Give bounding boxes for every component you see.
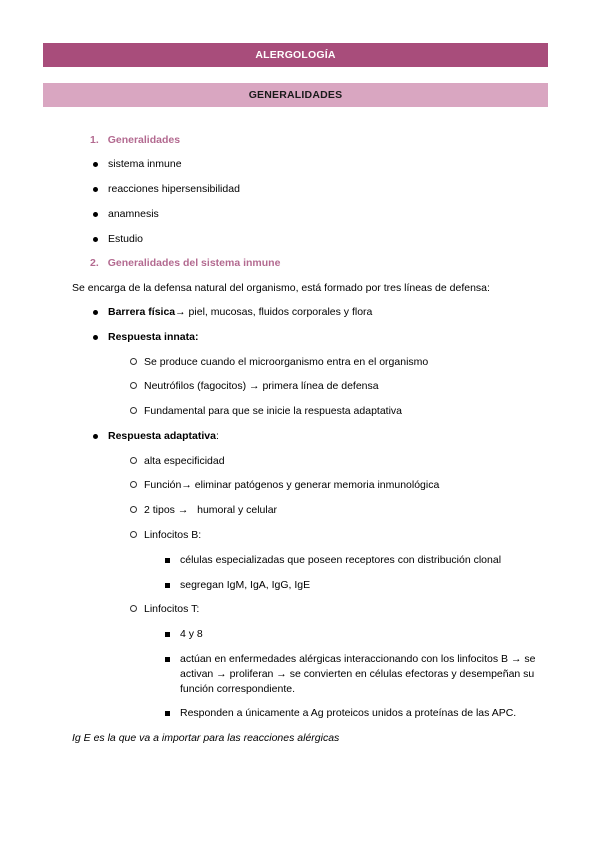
innata-label: Respuesta innata: bbox=[108, 331, 199, 343]
barrera-label: Barrera física bbox=[108, 306, 176, 318]
bullet-icon bbox=[93, 335, 98, 340]
square-bullet-icon bbox=[165, 711, 170, 716]
square-bullet-icon bbox=[165, 583, 170, 588]
circle-bullet-icon bbox=[130, 605, 137, 612]
page-title: ALERGOLOGÍA bbox=[255, 49, 336, 61]
circle-bullet-icon bbox=[130, 382, 137, 389]
list-item-continuation: función correspondiente. bbox=[180, 683, 295, 695]
section1-heading bbox=[90, 133, 180, 147]
bullet-icon bbox=[93, 434, 98, 439]
subtitle-banner bbox=[43, 83, 548, 107]
square-bullet-icon bbox=[165, 657, 170, 662]
section1-number: 1. bbox=[90, 134, 99, 146]
bullet-icon bbox=[93, 162, 98, 167]
list-item-continuation: activan → proliferan → se convierten en células efectoras y desempeñan su bbox=[180, 668, 535, 680]
bullet-icon bbox=[93, 237, 98, 242]
circle-bullet-icon bbox=[130, 531, 137, 538]
title-banner bbox=[43, 43, 548, 67]
bullet-icon bbox=[93, 310, 98, 315]
section1-title: Generalidades bbox=[107, 134, 181, 146]
square-bullet-icon bbox=[165, 558, 170, 563]
section2-title: Generalidades del sistema inmune bbox=[107, 257, 281, 269]
section2-heading bbox=[90, 256, 280, 270]
bullet-icon bbox=[93, 212, 98, 217]
section2-number: 2. bbox=[90, 257, 99, 269]
barrera-text: → piel, mucosas, fluidos corporales y flora bbox=[175, 306, 373, 318]
circle-bullet-icon bbox=[130, 407, 137, 414]
circle-bullet-icon bbox=[130, 358, 137, 365]
square-bullet-icon bbox=[165, 632, 170, 637]
adaptativa-label: Respuesta adaptativa bbox=[108, 430, 216, 442]
circle-bullet-icon bbox=[130, 506, 137, 513]
section-subtitle: GENERALIDADES bbox=[248, 89, 343, 101]
circle-bullet-icon bbox=[130, 457, 137, 464]
intro-paragraph: Se encarga de la defensa natural del organismo, está formado por tres líneas de defensa: bbox=[72, 282, 490, 294]
circle-bullet-icon bbox=[130, 481, 137, 488]
footer-note: Ig E es la que va a importar para las reacciones alérgicas bbox=[72, 732, 340, 744]
bullet-icon bbox=[93, 187, 98, 192]
